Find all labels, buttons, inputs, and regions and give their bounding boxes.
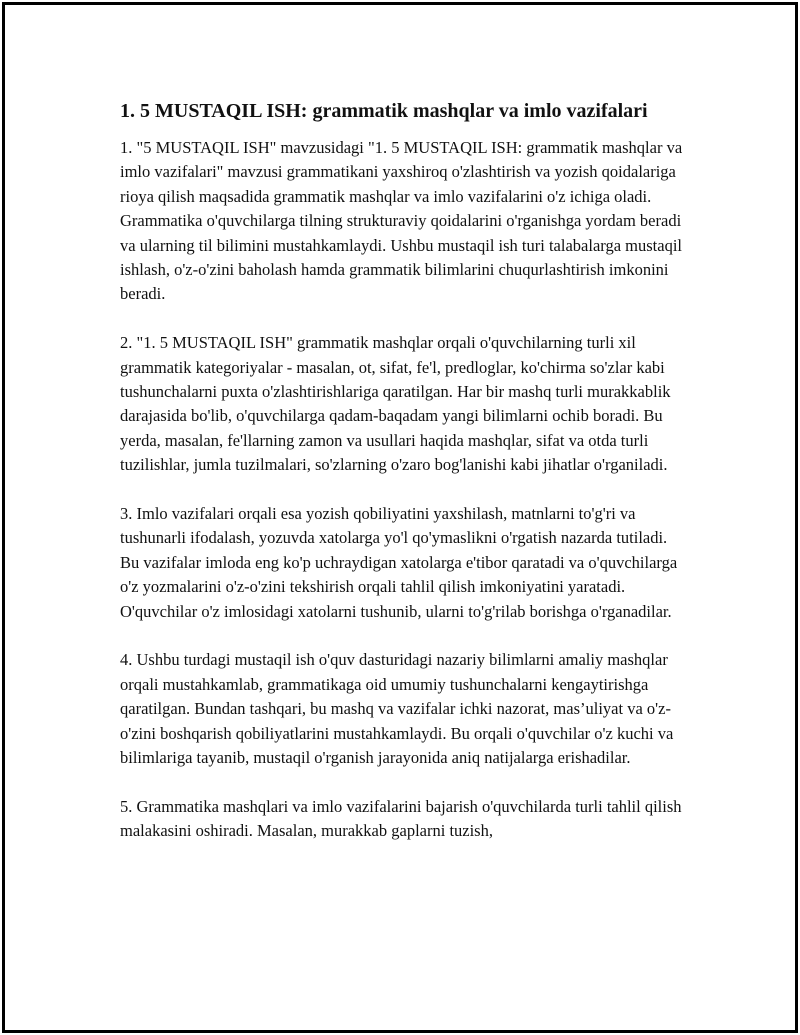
paragraph-3: 3. Imlo vazifalari orqali esa yozish qobiliyatini yaxshilash, matnlarni to'g'ri va tushunarli ifodalash, yozuvda xatolarga yo'l qo'ymaslikni o'rgatish nazarda tutiladi. Bu vazifalar imloda eng ko'p uchraydigan xatolarga e'tibor qaratadi va o'quvchilarga o'z yozmalarini o'z-o'zini tekshirish orqali tahlil qilish imkoniyatini yaratadi. O'quvchilar o'z imlosidagi xatolarni tushunib, ularni to'g'rilab borishga o'rganadilar. [120,504,678,621]
paragraph-4: 4. Ushbu turdagi mustaqil ish o'quv dasturidagi nazariy bilimlarni amaliy mashqlar orqali mustahkamlab, grammatikaga oid umumiy tushunchalarni kengaytirishga qaratilgan. Bundan tashqari, bu mashq va vazifalar ichki nazorat, mas’uliyat va o'z-o'zini boshqarish qobiliyatlarini mustahkamlaydi. Bu orqali o'quvchilar o'z kuchi va bilimlariga tayanib, mustaqil o'rganish jarayonida aniq natijalarga erishadilar. [120,650,674,768]
document-title: 1. 5 MUSTAQIL ISH: grammatik mashqlar va imlo vazifalari [120,100,648,122]
paragraph-2: 2. "1. 5 MUSTAQIL ISH" grammatik mashqlar orqali o'quvchilarning turli xil grammatik kategoriyalar - masalan, ot, sifat, fe'l, predloglar, ko'chirma so'zlar kabi tushunchalarni puxta o'zlashtirishlariga qaratilgan. Har bir mashq turli murakkablik darajasida bo'lib, o'quvchilarga qadam-baqadam yangi bilimlarni ochib boradi. Bu yerda, masalan, fe'llarning zamon va usullari haqida mashqlar, sifat va otda turli tuzilishlar, jumla tuzilmalari, so'zlarning o'zaro bog'lanishi kabi jihatlar o'rganiladi. [120,333,671,475]
paragraph-1: 1. "5 MUSTAQIL ISH" mavzusidagi "1. 5 MUSTAQIL ISH: grammatik mashqlar va imlo vazifalari" mavzusi grammatikani yaxshiroq o'zlashtirish va yozish qoidalariga rioya qilish maqsadida grammatik mashqlar va imlo vazifalarini o'z ichiga oladi. Grammatika o'quvchilarga tilning strukturaviy qoidalarini o'rganishga yordam beradi va ularning til bilimini mustahkamlaydi. Ushbu mustaqil ish turi talabalarga mustaqil ishlash, o'z-o'zini baholash hamda grammatik bilimlarini chuqurlashtirish imkonini beradi. [120,138,683,304]
page-frame [2,2,798,1033]
document-body [120,97,690,868]
paragraph-5: 5. Grammatika mashqlari va imlo vazifalarini bajarish o'quvchilarda turli tahlil qilish malakasini oshiradi. Masalan, murakkab gaplarni tuzish, [120,796,682,841]
